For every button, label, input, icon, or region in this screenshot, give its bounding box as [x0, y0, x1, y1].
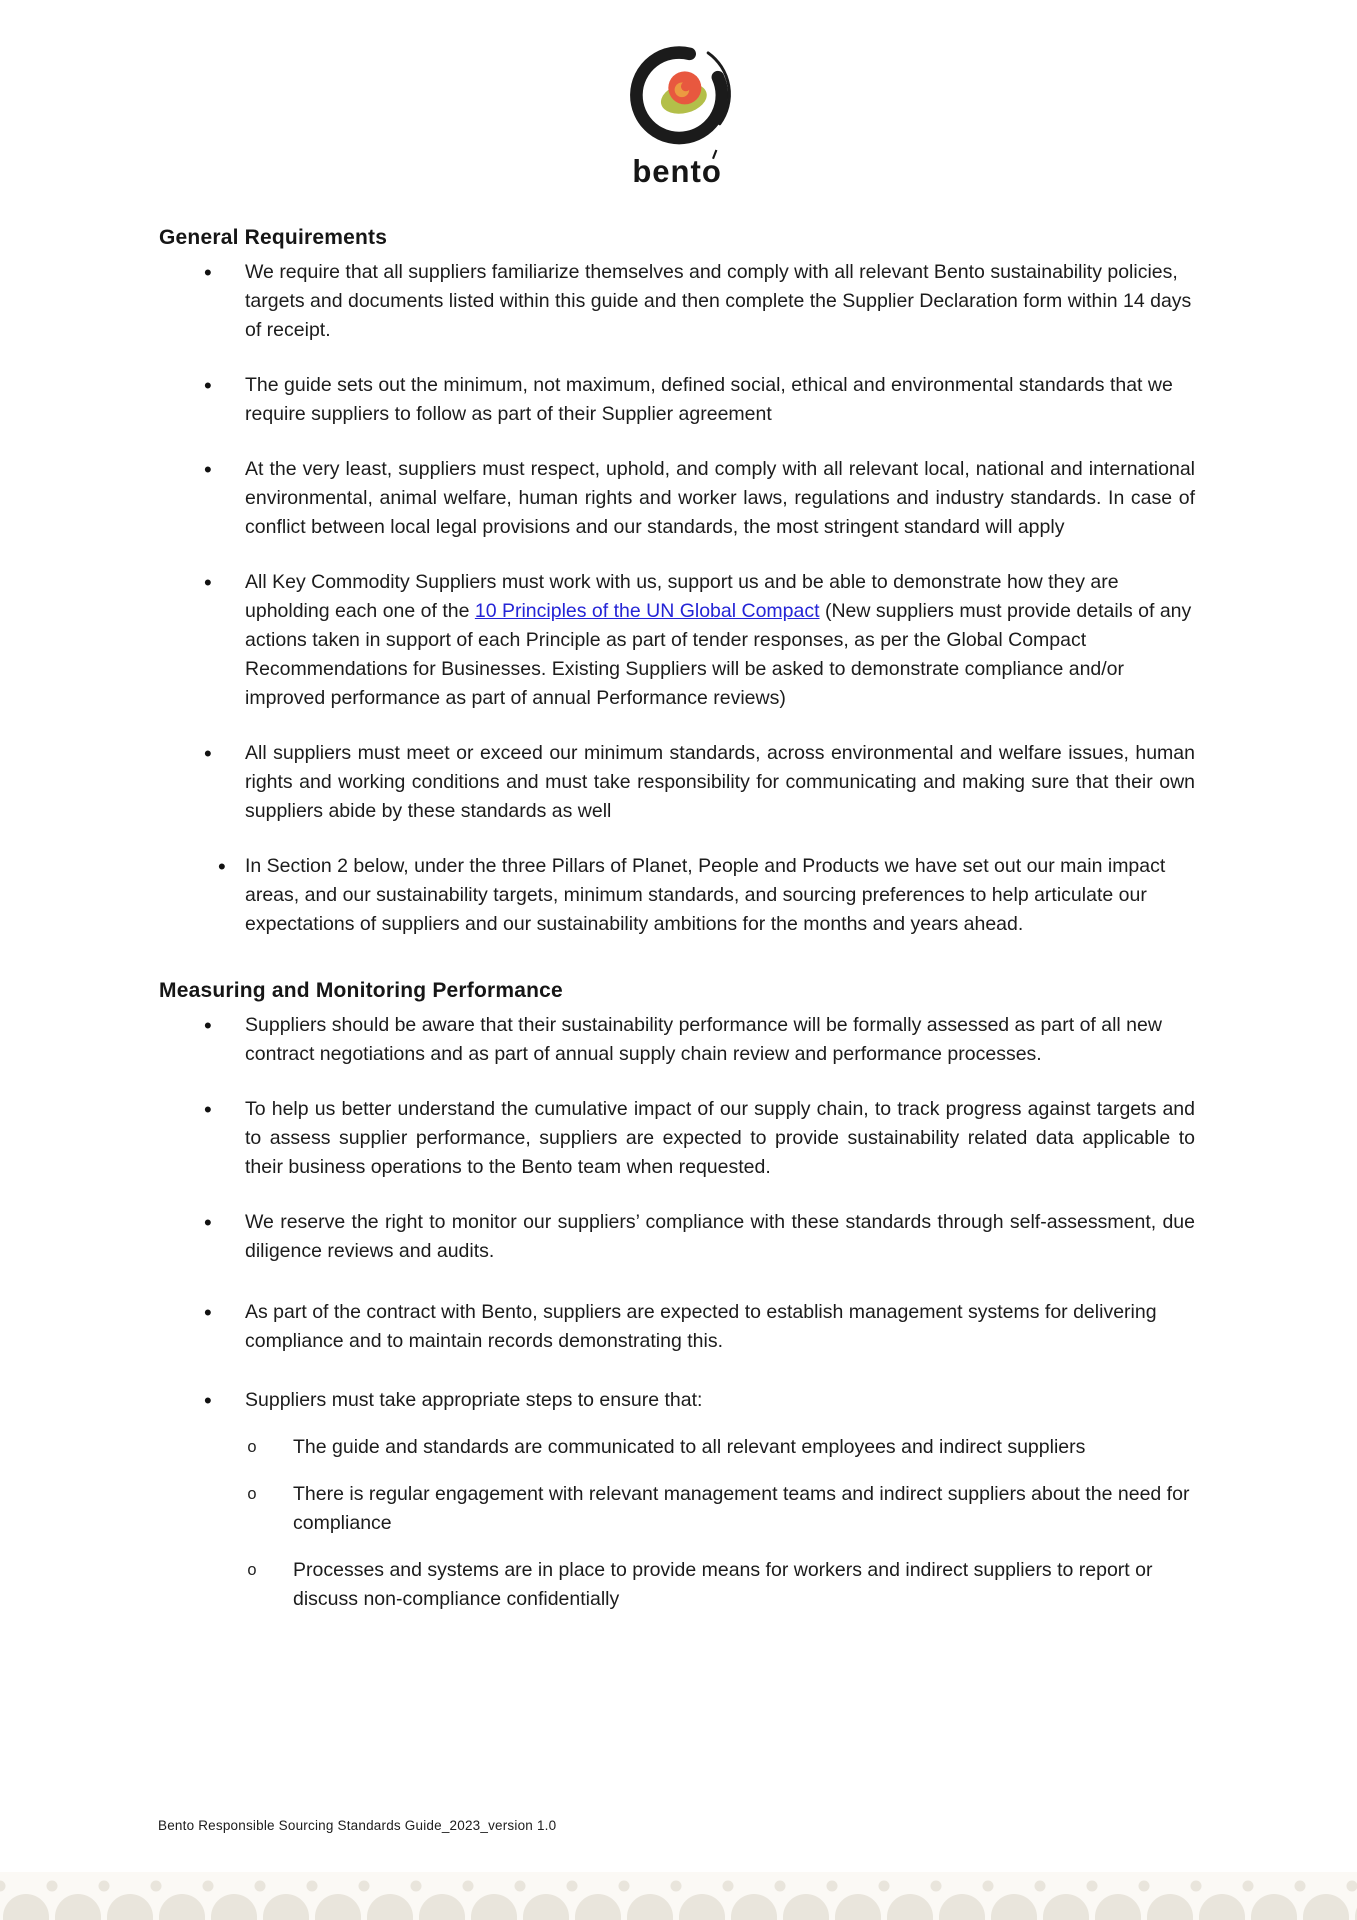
section-heading-general-requirements: General Requirements: [159, 226, 388, 249]
bullet-text: • At the very least, suppliers must respect, uphold, and comply with all relevant local, national and international environmental, animal welfare, human rights and worker laws, regulations and industry standards. In case of conflict between local legal provisions and our standards, the most stringent standard will apply: [245, 458, 1195, 538]
sub-bullet-item: [245, 1480, 1195, 1538]
scallop-border-pattern-icon: [0, 1872, 1357, 1920]
bullet-item: [160, 739, 1195, 826]
bullet-item: [160, 455, 1195, 542]
measuring-monitoring-list: [160, 1011, 1195, 1614]
logo-swirl-inner: [680, 82, 690, 92]
section-heading-measuring-monitoring: Measuring and Monitoring Performance: [159, 979, 563, 1002]
bullet-item: [160, 1386, 1195, 1614]
bullet-text: • To help us better understand the cumulative impact of our supply chain, to track progress against targets and to assess supplier performance, suppliers are expected to provide sustainability related data applicable to their business operations to the Bento team when requested.: [245, 1098, 1195, 1178]
scallop-border: [0, 1872, 1357, 1920]
bullet-item: [160, 852, 1195, 939]
bullet-item: [160, 1011, 1195, 1069]
bento-logo-graphic: [611, 34, 747, 200]
bullet-text: • Suppliers must take appropriate steps to ensure that:: [245, 1389, 703, 1411]
un-global-compact-link[interactable]: 10 Principles of the UN Global Compact: [474, 600, 820, 622]
bullet-text: • We reserve the right to monitor our suppliers’ compliance with these standards through self-assessment, due diligence reviews and audits.: [245, 1211, 1195, 1262]
ensure-that-sublist: [245, 1433, 1195, 1614]
bullet-text: • The guide sets out the minimum, not maximum, defined social, ethical and environmental standards that we require suppliers to follow as part of their Supplier agreement: [245, 374, 1173, 425]
bullet-text: • As part of the contract with Bento, suppliers are expected to establish management systems for delivering compliance and to maintain records demonstrating this.: [245, 1301, 1157, 1352]
sub-bullet-item: [245, 1433, 1195, 1462]
bullet-item: [160, 371, 1195, 429]
bullet-item: [160, 1095, 1195, 1182]
general-requirements-list: [160, 258, 1195, 939]
bullet-item: [160, 1208, 1195, 1266]
logo-wordmark: bento: [631, 154, 722, 190]
sub-bullet-item: [245, 1556, 1195, 1614]
sub-bullet-text: o Processes and systems are in place to provide means for workers and indirect suppliers to report or discuss non-compliance confidentially: [293, 1559, 1153, 1610]
bullet-text: • All suppliers must meet or exceed our minimum standards, across environmental and welfare issues, human rights and working conditions and must take responsibility for communicating and making sure that their own suppliers abide by these standards as well: [245, 742, 1195, 822]
bullet-text-pre: All Key Commodity Suppliers must work with us, support us and be able to demonstrate how they are upholding each one of the: [245, 571, 1119, 622]
bullet-text-post: (New suppliers must provide details of any actions taken in support of each Principle as part of tender responses, as per the Global Compact Recommendations for Businesses. Existing Suppliers will be asked to demonstrate compliance and/or improved performance as part of annual Performance reviews): [245, 600, 1192, 709]
sub-bullet-text: o There is regular engagement with relevant management teams and indirect suppliers about the need for compliance: [293, 1483, 1190, 1534]
bullet-text: • Suppliers should be aware that their sustainability performance will be formally assessed as part of all new contract negotiations and as part of annual supply chain review and performance processes.: [245, 1014, 1162, 1065]
bento-logo: [609, 34, 749, 200]
bullet-item: [160, 258, 1195, 345]
bullet-text-with-link: [245, 568, 1195, 713]
sub-bullet-text: o The guide and standards are communicated to all relevant employees and indirect suppliers: [293, 1436, 1086, 1458]
bullet-item: [160, 1298, 1195, 1356]
bullet-text: • In Section 2 below, under the three Pillars of Planet, People and Products we have set out our main impact areas, and our sustainability targets, minimum standards, and sourcing preferences to help articulate our expectations of suppliers and our sustainability ambitions for the months and years ahead.: [245, 855, 1166, 935]
document-footer: Bento Responsible Sourcing Standards Guide_2023_version 1.0: [158, 1818, 557, 1833]
bullet-item: [160, 568, 1195, 713]
bullet-text: • We require that all suppliers familiarize themselves and comply with all relevant Bento sustainability policies, targets and documents listed within this guide and then complete the Supplier Declaration form within 14 days of receipt.: [245, 261, 1192, 341]
